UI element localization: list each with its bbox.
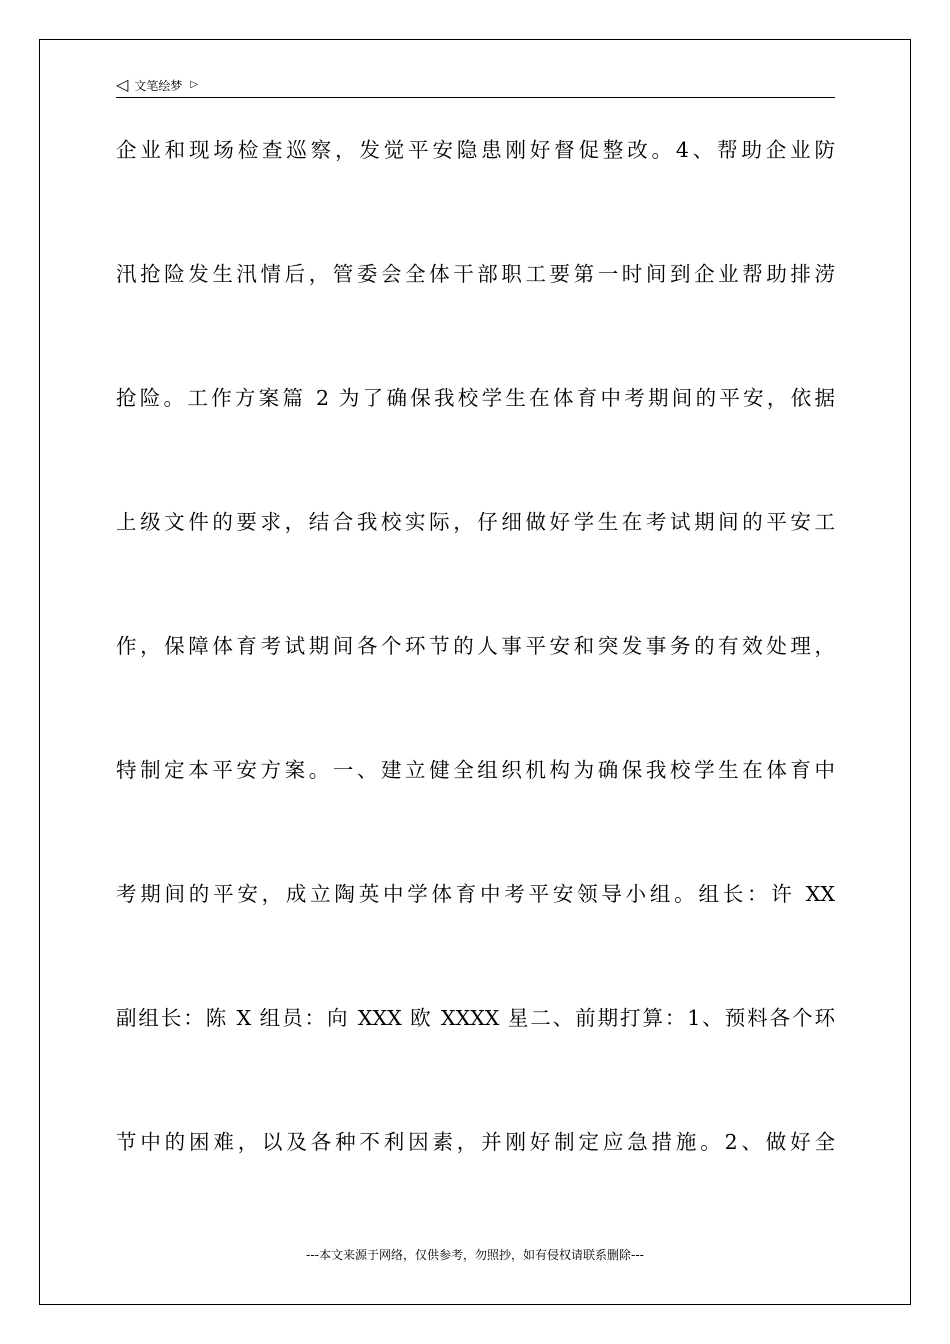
- page-footer: ---本文来源于网络，仅供参考，勿照抄，如有侵权请联系删除---: [306, 1248, 644, 1262]
- body-line: 特制定本平安方案。一、建立健全组织机构为确保我校学生在体育中: [116, 758, 835, 782]
- page-header: [116, 74, 198, 96]
- right-triangle-icon: ▷: [190, 79, 199, 90]
- body-line: 考期间的平安，成立陶英中学体育中考平安领导小组。组长：许 XX: [116, 882, 835, 906]
- body-line: 上级文件的要求，结合我校实际，仔细做好学生在考试期间的平安工: [116, 510, 835, 534]
- body-line: 汛抢险发生汛情后，管委会全体干部职工要第一时间到企业帮助排涝: [116, 262, 835, 286]
- body-line: 企业和现场检查巡察，发觉平安隐患刚好督促整改。4、帮助企业防: [116, 138, 835, 162]
- body-line: 抢险。工作方案篇 2 为了确保我校学生在体育中考期间的平安，依据: [116, 386, 835, 410]
- body-line: 节中的困难，以及各种不利因素，并刚好制定应急措施。2、做好全: [116, 1130, 835, 1154]
- header-title: 文笔绘梦: [134, 78, 183, 93]
- left-triangle-icon: ◁: [116, 75, 129, 94]
- header-divider: [116, 97, 835, 98]
- document-body: [116, 128, 835, 1244]
- body-line: 作，保障体育考试期间各个环节的人事平安和突发事务的有效处理，: [116, 634, 835, 658]
- body-line: 副组长：陈 X 组员：向 XXX 欧 XXXX 星二、前期打算：1、预料各个环: [116, 1006, 835, 1030]
